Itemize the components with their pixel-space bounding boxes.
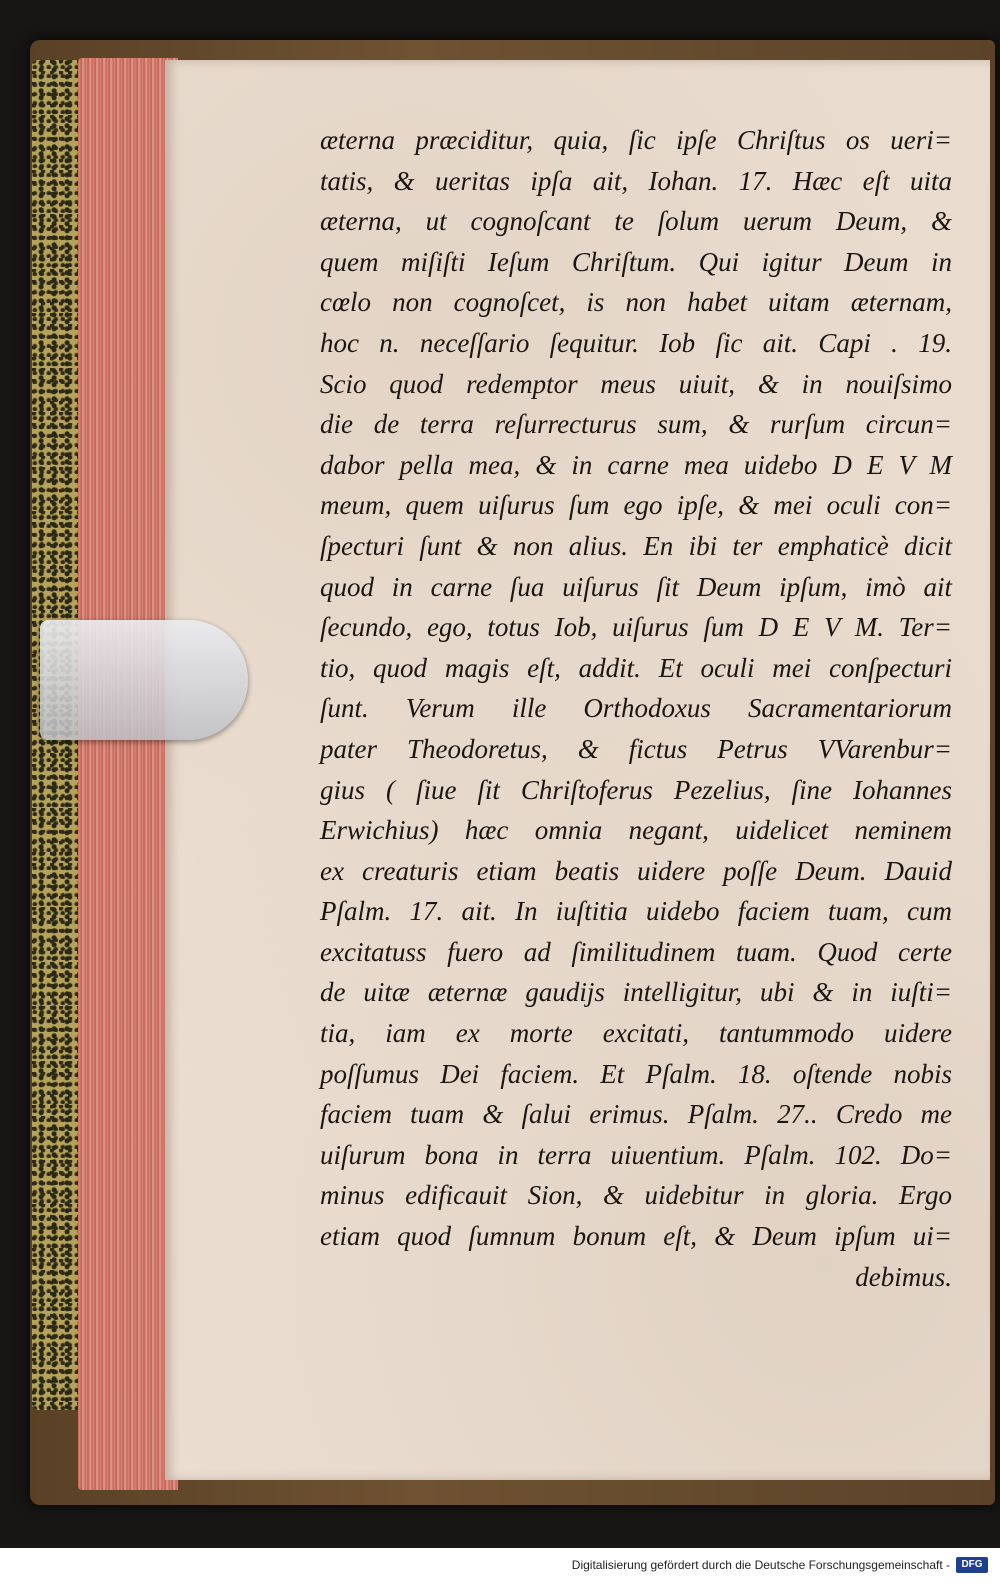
text-line: æterna, ut cognoſcant te ſolum uerum Deum, &	[320, 206, 952, 237]
text-line: pater Theodoretus, & fictus Petrus VVarenbur=	[320, 733, 952, 764]
page-edges	[78, 58, 178, 1490]
text-line: cœlo non cognoſcet, is non habet uitam æternam,	[320, 287, 952, 318]
text-line: hoc n. neceſſario ſequitur. Iob ſic ait. Capi . 19.	[320, 327, 952, 358]
dfg-logo: DFG	[956, 1557, 988, 1573]
text-line: excitatuss fuero ad ſimilitudinem tuam. Quod certe	[320, 936, 952, 967]
text-line: Erwichius) hæc omnia negant, uidelicet neminem	[320, 815, 952, 846]
text-line: ex creaturis etiam beatis uidere poſſe Deum. Dauid	[320, 855, 952, 886]
funding-credit: Digitalisierung gefördert durch die Deutsche Forschungsgemeinschaft -	[571, 1558, 950, 1572]
text-line: faciem tuam & ſalui erimus. Pſalm. 27.. Credo me	[320, 1099, 952, 1130]
text-line: tio, quod magis eſt, addit. Et oculi mei conſpecturi	[320, 652, 952, 683]
text-line: quem miſiſti Ieſum Chriſtum. Qui igitur Deum in	[320, 246, 952, 277]
footer-bar	[0, 1548, 1000, 1585]
text-line: tia, iam ex morte excitati, tantummodo uidere	[320, 1018, 952, 1049]
text-line: ſecundo, ego, totus Iob, uiſurus ſum D E V M. Ter=	[320, 612, 952, 643]
text-line: quod in carne ſua uiſurus ſit Deum ipſum, imò ait	[320, 571, 952, 602]
text-line: ſpecturi ſunt & non alius. En ibi ter emphaticè dicit	[320, 530, 952, 561]
text-line: Pſalm. 17. ait. In iuſtitia uidebo faciem tuam, cum	[320, 896, 952, 927]
bookmark-clip	[40, 620, 248, 740]
text-line: de uitæ æternæ gaudijs intelligitur, ubi & in iuſti=	[320, 977, 952, 1008]
text-line: tatis, & ueritas ipſa ait, Iohan. 17. Hæc eſt uita	[320, 165, 952, 196]
text-line: minus edificauit Sion, & uidebitur in gloria. Ergo	[320, 1180, 952, 1211]
text-line: gius ( ſiue ſit Chriſtoferus Pezelius, ſine Iohannes	[320, 774, 952, 805]
page-text	[320, 120, 952, 1297]
text-line: dabor pella mea, & in carne mea uidebo D E V M	[320, 449, 952, 480]
text-line: meum, quem uiſurus ſum ego ipſe, & mei oculi con=	[320, 490, 952, 521]
text-line-catchword: debimus.	[855, 1261, 952, 1292]
text-line: die de terra reſurrecturus sum, & rurſum circun=	[320, 409, 952, 440]
text-line: uiſurum bona in terra uiuentium. Pſalm. 102. Do=	[320, 1139, 952, 1170]
text-line: poſſumus Dei faciem. Et Pſalm. 18. oſtende nobis	[320, 1058, 952, 1089]
text-line: ſunt. Verum ille Orthodoxus Sacramentariorum	[320, 693, 952, 724]
text-line: etiam quod ſumnum bonum eſt, & Deum ipſum ui=	[320, 1221, 952, 1252]
text-line: æterna præciditur, quia, ſic ipſe Chriſtus os ueri=	[320, 125, 952, 155]
text-line: Scio quod redemptor meus uiuit, & in nouiſsimo	[320, 368, 952, 399]
